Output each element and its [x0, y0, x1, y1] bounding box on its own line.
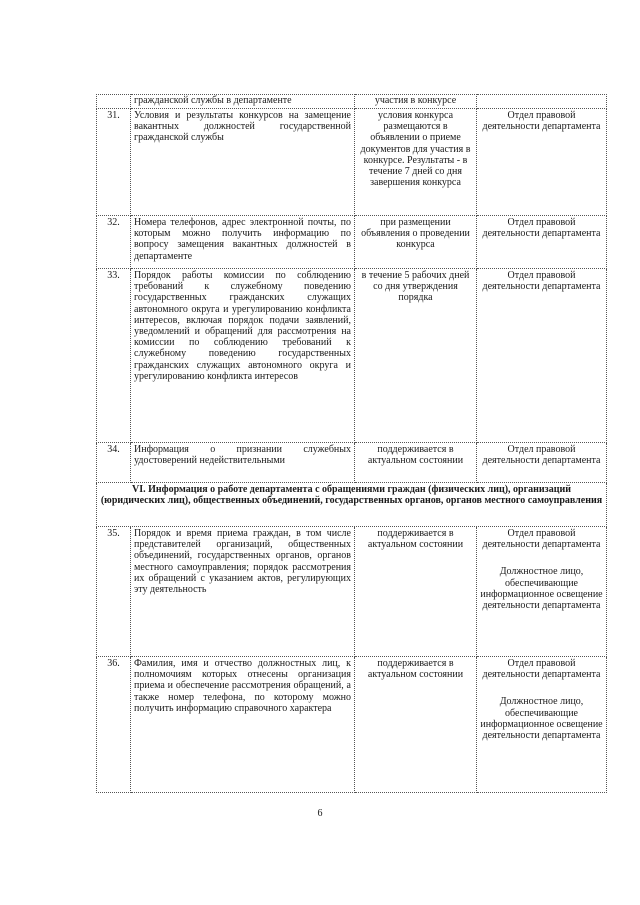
table-row — [97, 216, 607, 269]
row-number-cell: 33. — [97, 269, 131, 443]
term-cell: поддерживается в актуальном состоянии — [355, 443, 477, 483]
responsible-cell: Отдел правовой деятельности департамента — [477, 269, 607, 443]
responsible-cell: Отдел правовой деятельности департамента — [477, 216, 607, 269]
responsible-cell: Отдел правовой деятельности департамента — [477, 109, 607, 216]
section-heading: VI. Информация о работе департамента с обращениями граждан (физических лиц), организаций (юридических лиц), общественных объединений, государственных органов, органов местного самоуправления — [97, 483, 607, 527]
row-number-cell: 36. — [97, 657, 131, 793]
table-row — [97, 527, 607, 657]
term-cell: участия в конкурсе — [355, 95, 477, 109]
table-row — [97, 109, 607, 216]
spacer — [480, 680, 603, 696]
row-number-cell: 35. — [97, 527, 131, 657]
term-cell: поддерживается в актуальном состоянии — [355, 527, 477, 657]
responsible-department: Отдел правовой деятельности департамента — [482, 528, 601, 551]
section-header-row — [97, 483, 607, 527]
responsible-official: Должностное лицо, обеспечивающие информационное освещение деятельности департамента — [480, 566, 603, 612]
info-cell: Информация о признании служебных удостоверений недействительными — [131, 443, 355, 483]
table-row — [97, 269, 607, 443]
info-cell: Условия и результаты конкурсов на замещение вакантных должностей государственной гражданской службы — [131, 109, 355, 216]
responsible-cell — [477, 95, 607, 109]
term-cell: поддерживается в актуальном состоянии — [355, 657, 477, 793]
term-cell: при размещении объявления о проведении конкурса — [355, 216, 477, 269]
term-cell: условия конкурса размещаются в объявлении о приеме документов для участия в конкурсе. Результаты - в течение 7 дней со дня завершения конкурса — [355, 109, 477, 216]
responsible-cell — [477, 527, 607, 657]
responsible-cell — [477, 657, 607, 793]
table-row — [97, 443, 607, 483]
term-cell: в течение 5 рабочих дней со дня утверждения порядка — [355, 269, 477, 443]
row-number-cell — [97, 95, 131, 109]
info-cell: Номера телефонов, адрес электронной почты, по которым можно получить информацию по вопросу замещения вакантных должностей в департаменте — [131, 216, 355, 269]
info-cell: Порядок и время приема граждан, в том числе представителей организаций, общественных объединений, государственных органов, органов местного самоуправления; порядок рассмотрения их обращений с указанием актов, регулирующих эту деятельность — [131, 527, 355, 657]
spacer — [480, 550, 603, 566]
page-number: 6 — [317, 808, 323, 819]
table-row — [97, 657, 607, 793]
row-number-cell: 32. — [97, 216, 131, 269]
row-number-cell: 31. — [97, 109, 131, 216]
info-cell: Фамилия, имя и отчество должностных лиц, к полномочиям которых отнесены организация приема и обеспечение рассмотрения обращений, а также номер телефона, по которому можно получить информацию справочного характера — [131, 657, 355, 793]
info-cell: Порядок работы комиссии по соблюдению требований к служебному поведению государственных гражданских служащих автономного округа и урегулированию конфликта интересов, включая порядок подачи заявлений, уведомлений и обращений для рассмотрения на комиссии по соблюдению требований к служебному поведению государственных гражданских служащих автономного округа и урегулированию конфликта интересов — [131, 269, 355, 443]
row-number-cell: 34. — [97, 443, 131, 483]
info-cell: гражданской службы в департаменте — [131, 95, 355, 109]
responsible-department: Отдел правовой деятельности департамента — [482, 658, 601, 681]
responsible-cell: Отдел правовой деятельности департамента — [477, 443, 607, 483]
information-table — [96, 94, 607, 793]
table-row-continuation — [97, 95, 607, 109]
responsible-official: Должностное лицо, обеспечивающие информационное освещение деятельности департамента — [480, 696, 603, 742]
